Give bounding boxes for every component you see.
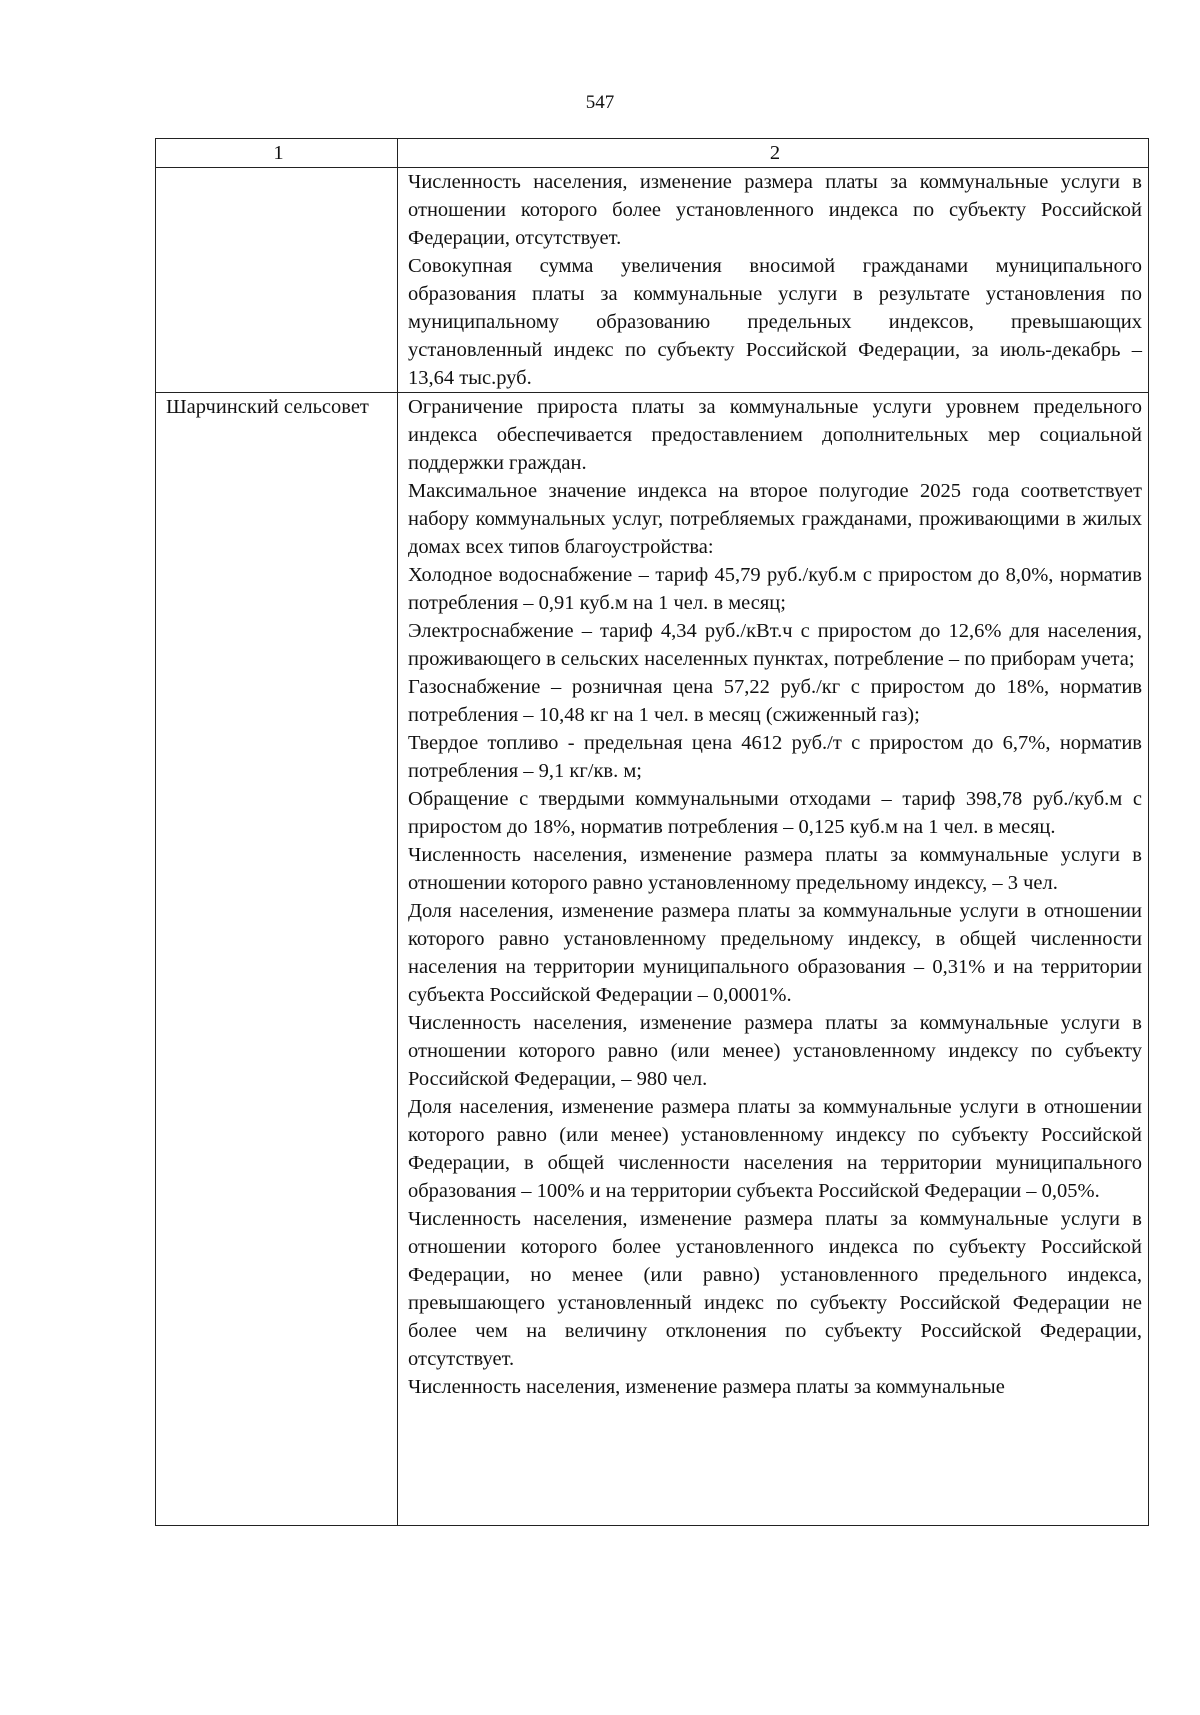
table-row: [156, 168, 1149, 393]
content-cell: [398, 393, 1149, 1526]
paragraph: Ограничение прироста платы за коммунальные услуги уровнем предельного индекса обеспечивается предоставлением дополнительных мер социальной поддержки граждан.: [408, 396, 1142, 474]
page-number: 547: [585, 92, 615, 113]
paragraph: Газоснабжение – розничная цена 57,22 руб./кг с приростом до 18%, норматив потребления – 10,48 кг на 1 чел. в месяц (сжиженный газ);: [408, 676, 1142, 726]
paragraph: Численность населения, изменение размера платы за коммунальные услуги в отношении которого более установленного индекса по субъекту Российской Федерации, отсутствует.: [408, 171, 1142, 249]
paragraph: Доля населения, изменение размера платы за коммунальные услуги в отношении которого равно (или менее) установленному индексу по субъекту Российской Федерации, в общей численности населения на территории муниципального образования – 100% и на территории субъекта Российской Федерации – 0,05%.: [408, 1096, 1142, 1202]
paragraph: Твердое топливо - предельная цена 4612 руб./т с приростом до 6,7%, норматив потребления – 9,1 кг/кв. м;: [408, 732, 1142, 782]
column-header-1: 1: [156, 139, 398, 168]
paragraph: Численность населения, изменение размера платы за коммунальные: [408, 1376, 1005, 1398]
document-table: [155, 138, 1149, 1526]
region-cell: Шарчинский сельсовет: [156, 393, 398, 1526]
content-cell: [398, 168, 1149, 393]
paragraph: Численность населения, изменение размера платы за коммунальные услуги в отношении которого равно (или менее) установленному индексу по субъекту Российской Федерации, – 980 чел.: [408, 1012, 1142, 1090]
paragraph: Совокупная сумма увеличения вносимой гражданами муниципального образования платы за коммунальные услуги в результате установления по муниципальному образованию предельных индексов, превышающих установленный индекс по субъекту Российской Федерации, за июль-декабрь – 13,64 тыс.руб.: [408, 255, 1142, 389]
paragraph: Численность населения, изменение размера платы за коммунальные услуги в отношении которого равно установленному предельному индексу, – 3 чел.: [408, 844, 1142, 894]
region-cell: [156, 168, 398, 393]
paragraph: Максимальное значение индекса на второе полугодие 2025 года соответствует набору коммунальных услуг, потребляемых гражданами, проживающими в жилых домах всех типов благоустройства:: [408, 480, 1142, 558]
paragraph: Численность населения, изменение размера платы за коммунальные услуги в отношении которого более установленного индекса по субъекту Российской Федерации, но менее (или равно) установленного предельного индекса, превышающего установленный индекс по субъекту Российской Федерации не более чем на величину отклонения по субъекту Российской Федерации, отсутствует.: [408, 1208, 1142, 1370]
paragraph: Обращение с твердыми коммунальными отходами – тариф 398,78 руб./куб.м с приростом до 18%, норматив потребления – 0,125 куб.м на 1 чел. в месяц.: [408, 788, 1142, 838]
table-row: [156, 393, 1149, 1526]
table-header-row: [156, 139, 1149, 168]
paragraph: Электроснабжение – тариф 4,34 руб./кВт.ч с приростом до 12,6% для населения, проживающего в сельских населенных пунктах, потребление – по приборам учета;: [408, 620, 1142, 670]
column-header-2: 2: [398, 139, 1149, 168]
paragraph: Доля населения, изменение размера платы за коммунальные услуги в отношении которого равно установленному предельному индексу, в общей численности населения на территории муниципального образования – 0,31% и на территории субъекта Российской Федерации – 0,0001%.: [408, 900, 1142, 1006]
paragraph: Холодное водоснабжение – тариф 45,79 руб./куб.м с приростом до 8,0%, норматив потребления – 0,91 куб.м на 1 чел. в месяц;: [408, 564, 1142, 614]
